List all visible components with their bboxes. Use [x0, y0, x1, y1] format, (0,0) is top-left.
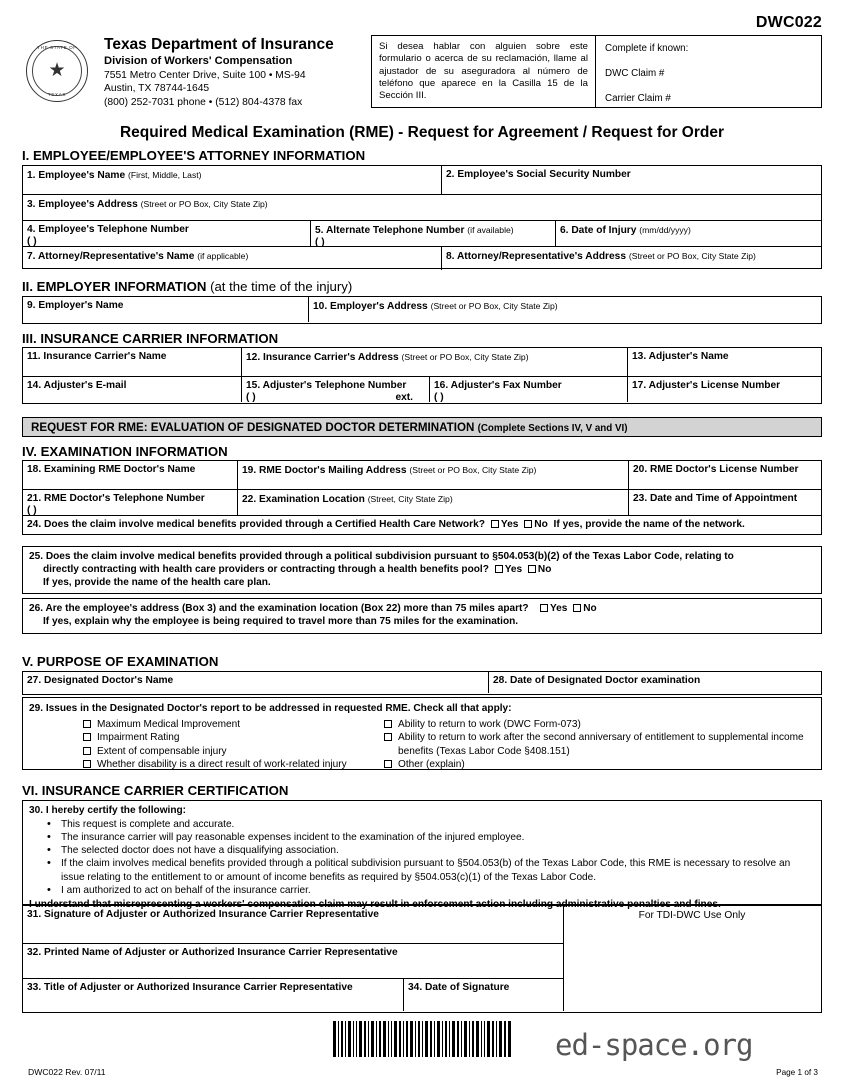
field-rme-doctor-name[interactable]: 18. Examining RME Doctor's Name	[27, 464, 196, 475]
field-examination-location[interactable]: 22. Examination Location (Street, City State Zip)	[237, 489, 628, 515]
q26-no-checkbox[interactable]	[573, 604, 581, 612]
field-rme-doctor-address[interactable]: 19. RME Doctor's Mailing Address (Street or PO Box, City State Zip)	[237, 461, 628, 489]
certification-closing: I understand that misrepresenting a workers' compensation claim may result in enforcement action including administrative penalties and fines.	[29, 899, 721, 911]
field-signature[interactable]: 31. Signature of Adjuster or Authorized Insurance Carrier Representative	[27, 909, 379, 920]
field-employee-name[interactable]: 1. Employee's Name (First, Middle, Last)	[27, 170, 202, 181]
field-employer-name[interactable]: 9. Employer's Name	[27, 300, 124, 311]
field-adjuster-email[interactable]: 14. Adjuster's E-mail	[23, 376, 241, 402]
question-30-heading: 30. I hereby certify the following:	[29, 805, 187, 816]
question-26[interactable]: 26. Are the employee's address (Box 3) and the examination location (Box 22) more than 75 miles apart? Yes No If yes, explain why the employee is being required to travel more than 75 miles for the examination.	[22, 598, 822, 634]
page-number: Page 1 of 3	[776, 1068, 818, 1077]
q29-option-row: Whether disability is a direct result of work-related injury	[83, 758, 384, 771]
q25-yes-checkbox[interactable]	[495, 565, 503, 573]
carrier-claim-number-field[interactable]: Carrier Claim #	[605, 93, 671, 104]
field-employee-address[interactable]: 3. Employee's Address (Street or PO Box, City State Zip)	[23, 194, 821, 220]
q29-checkbox-return-to-work-sibs[interactable]	[384, 733, 392, 741]
section-3-table	[22, 347, 822, 404]
section-heading-5: V. PURPOSE OF EXAMINATION	[22, 654, 219, 669]
q29-checkbox-extent-of-injury[interactable]	[83, 747, 91, 755]
section-4-table	[22, 460, 822, 535]
q29-left-options	[29, 718, 384, 772]
certification-bullet: • I am authorized to act on behalf of the insurance carrier.	[47, 883, 311, 896]
dwc-claim-number-field[interactable]: DWC Claim #	[605, 68, 665, 79]
field-attorney-name[interactable]: 7. Attorney/Representative's Name (if applicable)	[23, 246, 441, 270]
field-adjuster-telephone[interactable]: 15. Adjuster's Telephone Number ( ) ext.	[241, 376, 429, 402]
seal-bottom-text: TEXAS	[47, 92, 67, 97]
q29-option-row: Ability to return to work (DWC Form-073)	[384, 718, 814, 731]
agency-address-2: Austin, TX 78744-1645	[104, 83, 210, 95]
q29-option-row: Other (explain)	[384, 758, 814, 771]
field-rme-doctor-license[interactable]: 20. RME Doctor's License Number	[628, 461, 821, 489]
agency-name: Texas Department of Insurance	[104, 36, 334, 53]
q29-option-row: Ability to return to work after the second anniversary of entitlement to supplemental income benefits (Texas Labor Code §408.151)	[384, 731, 814, 758]
star-icon: ★	[48, 60, 66, 82]
section-heading-6: VI. INSURANCE CARRIER CERTIFICATION	[22, 783, 289, 798]
agency-division: Division of Workers' Compensation	[104, 55, 293, 67]
field-adjuster-license[interactable]: 17. Adjuster's License Number	[627, 376, 821, 402]
field-employer-address[interactable]: 10. Employer's Address (Street or PO Box, City State Zip)	[308, 297, 821, 322]
field-appointment-datetime[interactable]: 23. Date and Time of Appointment	[628, 489, 821, 515]
q29-option-row: Extent of compensable injury	[83, 745, 384, 758]
field-designated-doctor-name[interactable]: 27. Designated Doctor's Name	[27, 675, 174, 686]
field-title[interactable]: 33. Title of Adjuster or Authorized Insurance Carrier Representative	[23, 978, 403, 1011]
request-for-rme-banner: REQUEST FOR RME: EVALUATION OF DESIGNATED DOCTOR DETERMINATION (Complete Sections IV, V and VI)	[22, 417, 822, 437]
section-heading-1: I. EMPLOYEE/EMPLOYEE'S ATTORNEY INFORMATION	[22, 148, 366, 163]
section-heading-3: III. INSURANCE CARRIER INFORMATION	[22, 331, 279, 346]
field-printed-name[interactable]: 32. Printed Name of Adjuster or Authorized Insurance Carrier Representative	[23, 943, 563, 978]
complete-if-known-box	[596, 35, 822, 108]
field-designated-doctor-exam-date[interactable]: 28. Date of Designated Doctor examination	[488, 672, 821, 693]
q24-yes-checkbox[interactable]	[491, 520, 499, 528]
form-code: DWC022	[755, 14, 822, 31]
certification-bullet: • The selected doctor does not have a disqualifying association.	[47, 844, 339, 857]
q25-no-checkbox[interactable]	[528, 565, 536, 573]
q29-checkbox-return-to-work[interactable]	[384, 720, 392, 728]
certification-bullet: • If the claim involves medical benefits provided through a political subdivision pursuant to §504.053(b) of the Texas Labor Code, this RME is necessary to resolve an issue relating to the entitlement to or amount of income benefits as required by §504.053(c)(1) of the Texas Labor Code.	[47, 857, 791, 883]
question-25[interactable]: 25. Does the claim involve medical benefits provided through a political subdivision pursuant to §504.053(b)(2) of the Texas Labor Code, relating to directly contracting with health care providers or contracting through a health benefits pool? Yes No If yes, provide the name of the health care plan.	[22, 546, 822, 594]
field-rme-doctor-telephone[interactable]: 21. RME Doctor's Telephone Number ( )	[23, 489, 237, 515]
q24-no-checkbox[interactable]	[524, 520, 532, 528]
section-1-table	[22, 165, 822, 269]
complete-if-known-heading: Complete if known:	[605, 43, 689, 54]
field-alternate-telephone[interactable]: 5. Alternate Telephone Number (if available) ( )	[310, 220, 555, 246]
barcode	[333, 1021, 513, 1057]
q29-checkbox-impairment-rating[interactable]	[83, 733, 91, 741]
section-heading-2: II. EMPLOYER INFORMATION (at the time of the injury)	[22, 279, 353, 294]
question-30	[22, 800, 822, 911]
field-carrier-name[interactable]: 11. Insurance Carrier's Name	[27, 351, 167, 362]
section-heading-4: IV. EXAMINATION INFORMATION	[22, 444, 228, 459]
seal-top-text: THE STATE OF	[37, 45, 77, 50]
q29-checkbox-other[interactable]	[384, 760, 392, 768]
q26-yes-checkbox[interactable]	[540, 604, 548, 612]
question-29-heading: 29. Issues in the Designated Doctor's report to be addressed in requested RME. Check all that apply:	[29, 703, 512, 714]
question-24[interactable]: 24. Does the claim involve medical benefits provided through a Certified Health Care Network? Yes No If yes, provide the name of the network.	[23, 515, 821, 534]
field-date-of-injury[interactable]: 6. Date of Injury (mm/dd/yyyy)	[555, 220, 821, 246]
certification-bullet: • The insurance carrier will pay reasonable expenses incident to the examination of the injured employee.	[47, 831, 525, 843]
q29-checkbox-mmi[interactable]	[83, 720, 91, 728]
signature-table	[22, 905, 822, 1013]
agency-address-1: 7551 Metro Center Drive, Suite 100 • MS-94	[104, 70, 306, 81]
q29-option-row: Impairment Rating	[83, 731, 384, 744]
texas-state-seal-icon	[26, 40, 88, 102]
agency-phone: (800) 252-7031 phone • (512) 804-4378 fax	[104, 96, 303, 108]
section-5-table	[22, 671, 822, 695]
tdi-dwc-use-only-box: For TDI-DWC Use Only	[563, 906, 820, 1011]
watermark: ed-space.org	[555, 1028, 753, 1062]
page-title: Required Medical Examination (RME) - Request for Agreement / Request for Order	[119, 124, 725, 141]
q29-checkbox-disability-result[interactable]	[83, 760, 91, 768]
question-29[interactable]	[22, 697, 822, 770]
field-employee-telephone[interactable]: 4. Employee's Telephone Number ( )	[23, 220, 310, 246]
q29-right-options	[384, 718, 814, 772]
revision-text: DWC022 Rev. 07/11	[28, 1067, 106, 1077]
q29-option-row: Maximum Medical Improvement	[83, 718, 384, 731]
field-carrier-address[interactable]: 12. Insurance Carrier's Address (Street or PO Box, City State Zip)	[241, 348, 627, 376]
field-attorney-address[interactable]: 8. Attorney/Representative's Address (Street or PO Box, City State Zip)	[441, 246, 821, 270]
field-adjuster-name[interactable]: 13. Adjuster's Name	[627, 348, 821, 376]
certification-bullet: • This request is complete and accurate.	[47, 817, 235, 830]
spanish-notice: Si desea hablar con alguien sobre este formulario o acerca de su reclamación, llame al ajustador de su aseguradora al número de teléfono que aparece en la Casilla 15 de la Sección III.	[371, 35, 596, 108]
section-2-table	[22, 296, 822, 324]
field-date-of-signature[interactable]: 34. Date of Signature	[403, 978, 563, 1011]
field-employee-ssn[interactable]: 2. Employee's Social Security Number	[441, 166, 821, 194]
field-adjuster-fax[interactable]: 16. Adjuster's Fax Number ( )	[429, 376, 627, 402]
